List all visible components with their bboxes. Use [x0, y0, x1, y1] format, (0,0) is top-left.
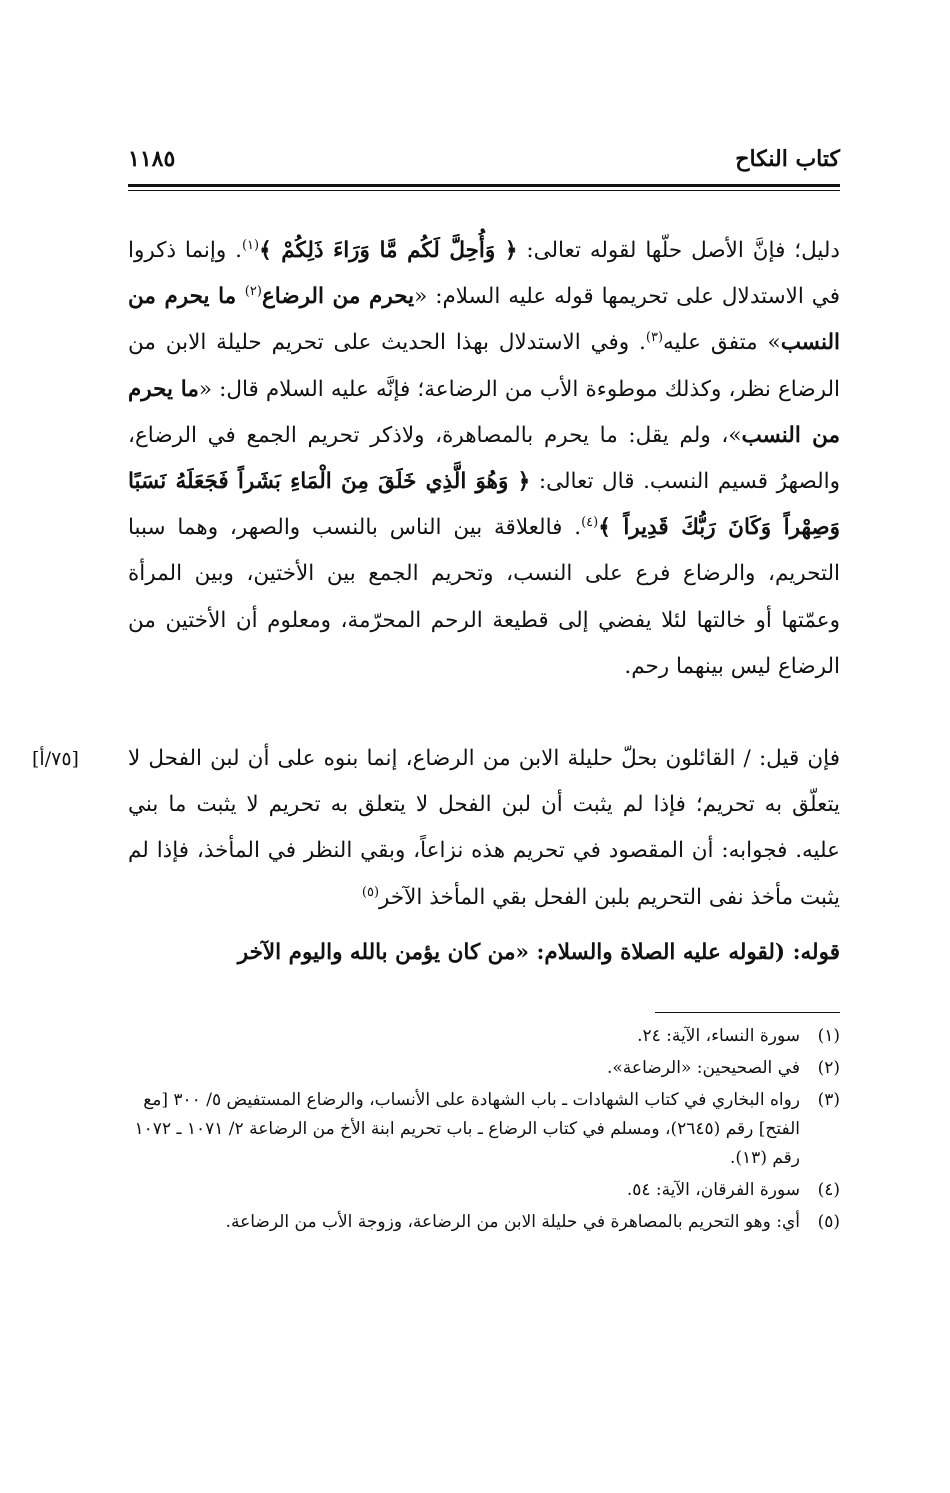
header-rule-thick: [128, 184, 840, 187]
footnote-ref: (٣): [645, 330, 664, 346]
text-run: . وفي الاستدلال بهذا الحديث على تحريم حليلة الابن من الرضاع نظر، وكذلك موطوءة الأب من الرضاعة؛ فإنَّه عليه السلام قال: «: [128, 330, 840, 402]
commentary-lemma: قوله: (لقوله عليه الصلاة والسلام: «من كان يؤمن بالله واليوم الآخر: [237, 940, 840, 965]
footnotes: [128, 1022, 840, 1240]
quran-verse: ﴿ وَأُحِلَّ لَكُم مَّا وَرَاءَ ذَلِكُمْ ﴾: [259, 238, 518, 263]
paragraph-2: [32, 736, 840, 922]
hadith-text: ما يحرم من النسب: [128, 376, 840, 448]
page-header: [128, 142, 840, 182]
footnote-number: (٣): [817, 1090, 840, 1110]
footnote-item: [128, 1208, 840, 1237]
footnote-item: [128, 1022, 840, 1051]
main-text: [32, 228, 840, 976]
footnote-ref: (١): [241, 237, 260, 253]
running-head-title: كتاب النكاح: [735, 146, 840, 172]
text-run: فإن قيل: / القائلون بحلّ حليلة الابن من الرضاع، إنما بنوه على أن لبن الفحل لا يتعلّق به تحريم؛ فإذا لم يثبت أن لبن الفحل لا يتعلق به تحريم لا يثبت ما بني عليه. فجوابه: أن المقصود في تحريم هذه نزاعاً، وبقي النظر في المأخذ، فإذا لم يثبت مأخذ نفى التحريم بلبن الفحل بقي المأخذ الآخر: [128, 746, 840, 910]
text-run: . فالعلاقة بين الناس بالنسب والصهر، وهما سببا التحريم، والرضاع فرع على النسب، وتحريم الجمع بين الأختين، وبين المرأة وعمّتها أو خالتها لئلا يفضي إلى قطيعة الرحم المحرّمة، ومعلوم أن الأختين من الرضاع ليس بينهما رحم.: [128, 515, 840, 679]
manuscript-folio-marker: [٧٥/أ]: [32, 748, 79, 770]
paragraph-1: [128, 228, 840, 736]
text-run: » متفق عليه: [663, 330, 781, 356]
footnote-item: [128, 1086, 840, 1173]
footnote-text: سورة النساء، الآية: ٢٤.: [637, 1026, 800, 1046]
footnote-number: (١): [817, 1026, 840, 1046]
footnote-ref: (٤): [581, 515, 599, 531]
page-number: ١١٨٥: [128, 146, 176, 172]
text-run: . وإنما ذكروا في الاستدلال على تحريمها قوله عليه السلام: «: [128, 238, 840, 310]
footnote-text: أي: وهو التحريم بالمصاهرة في حليلة الابن من الرضاعة، وزوجة الأب من الرضاعة.: [225, 1212, 800, 1232]
hadith-text: يحرم من الرضاع: [261, 284, 415, 310]
footnote-ref: (٢): [244, 284, 262, 300]
footnote-number: (٥): [817, 1212, 840, 1232]
text-run: دليل؛ فإنَّ الأصل حلّها لقوله تعالى:: [517, 238, 840, 263]
footnote-text: رواه البخاري في كتاب الشهادات ـ باب الشهادة على الأنساب، والرضاع المستفيض ٥/ ٣٠٠ [مع الفتح] رقم (٢٦٤٥)، ومسلم في كتاب الرضاع ـ باب تحريم ابنة الأخ من الرضاعة ٢/ ١٠٧١ ـ ١٠٧٢ رقم (١٣).: [134, 1090, 800, 1168]
footnote-separator: [655, 1012, 840, 1013]
footnote-number: (٤): [817, 1180, 840, 1200]
footnote-ref: (٥): [361, 884, 380, 900]
footnote-text: في الصحيحين: «الرضاعة».: [607, 1058, 800, 1078]
header-rule-thin: [128, 190, 840, 191]
hadith-text: ما يحرم من النسب: [128, 284, 840, 356]
footnote-text: سورة الفرقان، الآية: ٥٤.: [626, 1180, 800, 1200]
footnote-number: (٢): [817, 1058, 840, 1078]
paragraph-3: [128, 930, 840, 976]
footnote-item: [128, 1176, 840, 1205]
footnote-item: [128, 1054, 840, 1083]
quran-verse: ﴿ وَهُوَ الَّذِي خَلَقَ مِنَ الْمَاءِ بَشَراً فَجَعَلَهُ نَسَبًا وَصِهْراً وَكَانَ رَبُّكَ قَدِيراً ﴾: [128, 469, 840, 541]
text-run: »، ولم يقل: ما يحرم بالمصاهرة، ولاذكر تحريم الجمع في الرضاع، والصهرُ قسيم النسب. قال تعالى:: [128, 422, 840, 495]
